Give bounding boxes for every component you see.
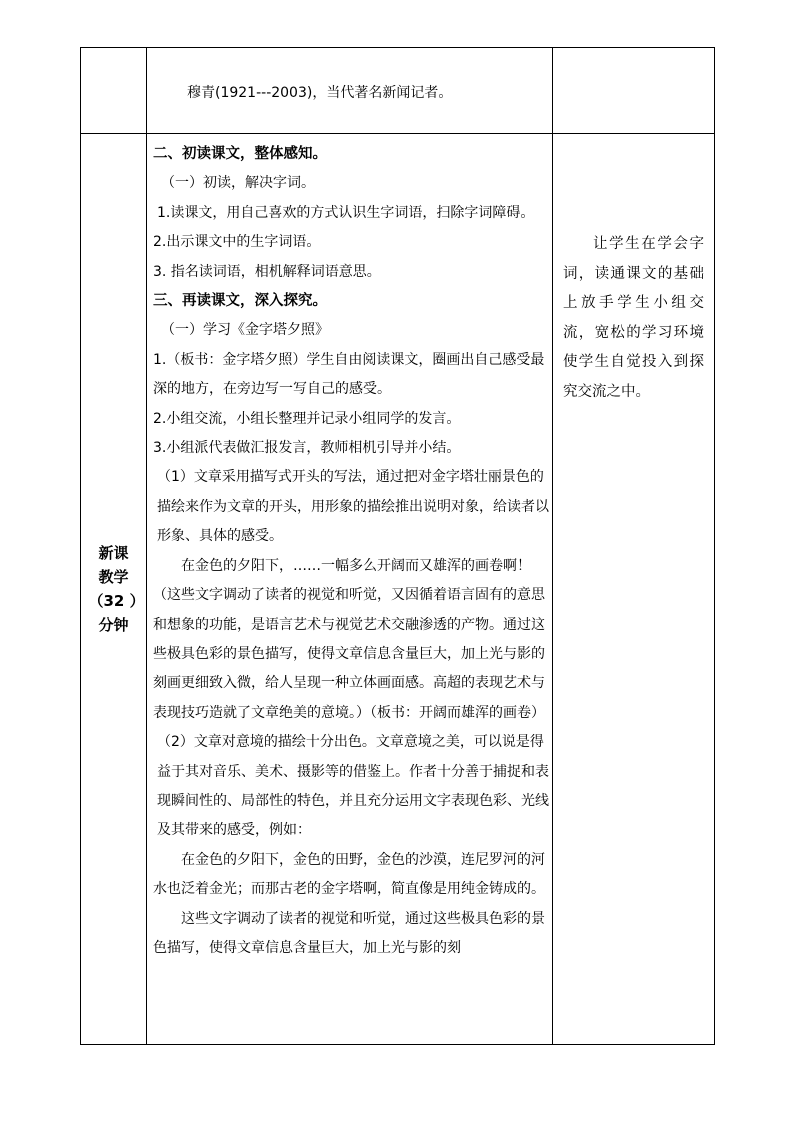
content-paragraph: 1.读课文，用自己喜欢的方式认识生字词语，扫除字词障碍。	[157, 204, 535, 221]
section-heading: 二、初读课文，整体感知。	[153, 146, 327, 162]
stage-duration: （32 ）	[88, 592, 145, 610]
content-cell	[147, 134, 553, 1045]
stage-cell-empty	[81, 48, 147, 134]
content-paragraph: 3. 指名读词语，相机解释词语意思。	[153, 263, 381, 280]
design-intent-text: 让学生在学会字词，读通课文的基础上放手学生小组交流，宽松的学习环境使学生自觉投入到探究交流之中。	[563, 236, 704, 400]
table-row	[81, 134, 715, 1045]
design-intent-cell	[553, 134, 715, 1045]
content-paragraph: （一）初读，解决字词。	[161, 175, 315, 192]
author-intro-text: 穆青(1921---2003)，当代著名新闻记者。	[187, 85, 453, 101]
content-paragraph: 这些文字调动了读者的视觉和听觉，通过这些极具色彩的景色描写，使得文章信息含量巨大，加上光与影的刻	[153, 910, 545, 956]
lesson-plan-table	[80, 47, 715, 1045]
content-paragraph: 2.出示课文中的生字词语。	[153, 234, 321, 251]
content-paragraph: 3.小组派代表做汇报发言，教师相机引导并小结。	[153, 440, 461, 457]
stage-label-line: 教学	[98, 568, 129, 586]
stage-label-line: 分钟	[98, 616, 129, 634]
content-paragraph: 1.（板书：金字塔夕照）学生自由阅读课文，圈画出自己感受最深的地方，在旁边写一写自己的感受。	[153, 351, 545, 398]
content-paragraph: 2.小组交流，小组长整理并记录小组同学的发言。	[153, 410, 461, 427]
side-cell-empty	[553, 48, 715, 134]
intro-cell	[147, 48, 553, 134]
table-row	[81, 48, 715, 134]
teaching-content	[153, 140, 552, 963]
stage-label-line: 新课	[98, 544, 129, 562]
stage-cell	[81, 134, 147, 1045]
stage-label	[88, 541, 145, 637]
content-paragraph: （1）文章采用描写式开头的写法，通过把对金字塔壮丽景色的描绘来作为文章的开头，用形象的描绘推出说明对象，给读者以形象、具体的感受。	[157, 469, 549, 545]
section-heading: 三、再读课文，深入探究。	[153, 293, 327, 310]
content-paragraph: （2）文章对意境的描绘十分出色。文章意境之美，可以说是得益于其对音乐、美术、摄影等的借鉴上。作者十分善于捕捉和表现瞬间性的、局部性的特色，并且充分运用文字表现色彩、光线及其带来的感受，例如：	[157, 734, 549, 839]
content-paragraph: 在金色的夕阳下，金色的田野，金色的沙漠，连尼罗河的河水也泛着金光；而那古老的金字塔啊，简直像是用纯金铸成的。	[153, 851, 545, 898]
content-paragraph: 在金色的夕阳下，……一幅多么开阔而又雄浑的画卷啊！（这些文字调动了读者的视觉和听觉，又因循着语言固有的意思和想象的功能，是语言艺术与视觉艺术交融渗透的产物。通过这些极具色彩的景色描写，使得文章信息含量巨大，加上光与影的刻画更细致入微，给人呈现一种立体画面感。高超的表现艺术与表现技巧造就了文章绝美的意境。）（板书：开阔而雄浑的画卷）	[153, 557, 545, 721]
content-paragraph: （一）学习《金字塔夕照》	[161, 322, 329, 339]
